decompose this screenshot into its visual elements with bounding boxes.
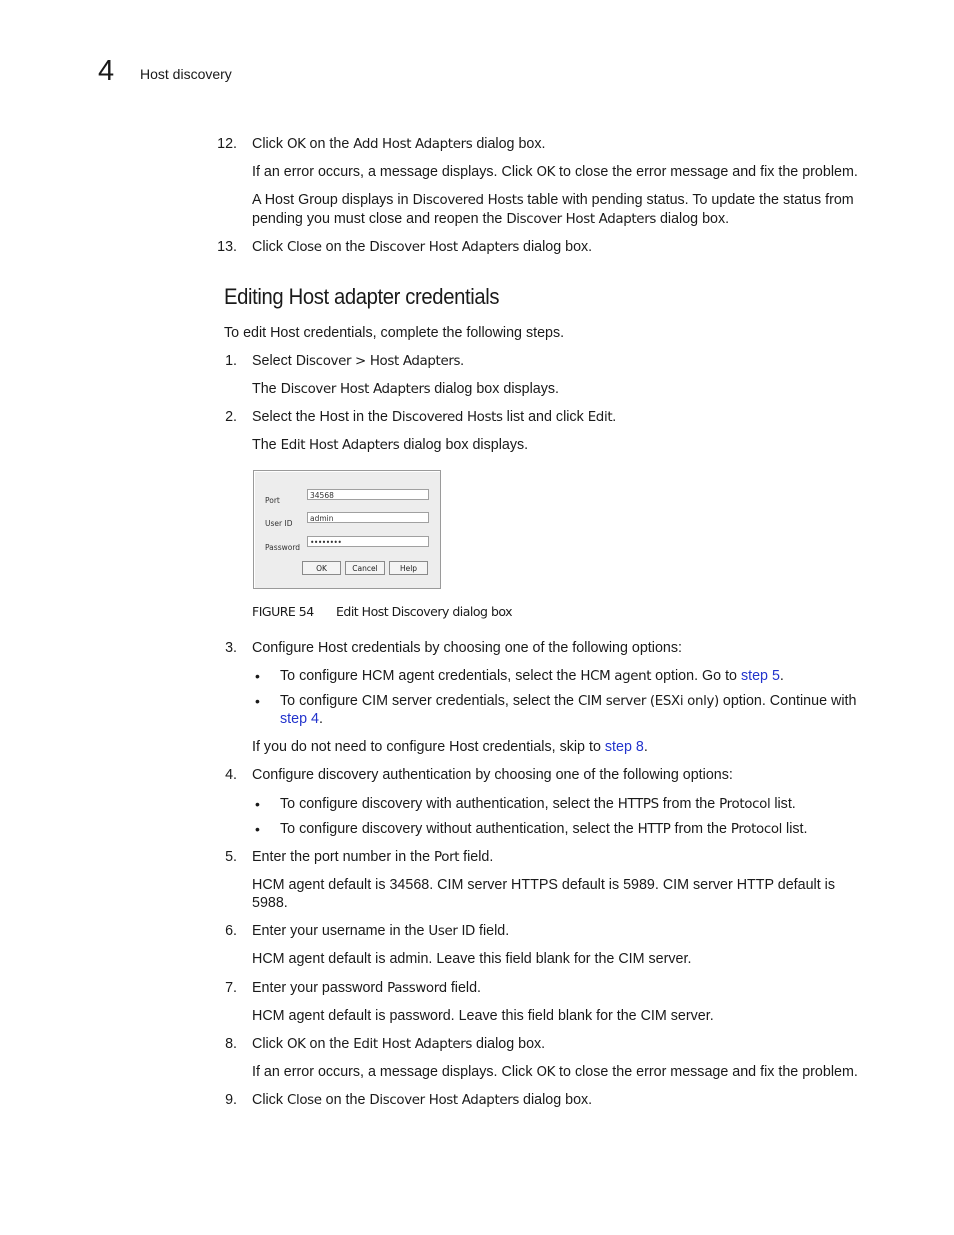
text-run: If an error occurs, a message displays. Click [252, 164, 537, 180]
line-text [252, 848, 493, 867]
line-text [280, 710, 323, 729]
text-run: to close the error message and fix the problem. [555, 1064, 858, 1080]
text-run: option. Go to [651, 668, 741, 684]
ui-term: User ID [428, 924, 476, 939]
ui-term: HCM agent [580, 669, 652, 684]
ui-term: Discover Host Adapters [506, 212, 656, 227]
text-run: To configure HCM agent credentials, select the [280, 668, 581, 684]
text-run: Enter the port number in the [252, 849, 434, 865]
text-run: Enter your password [252, 980, 388, 996]
ui-term: Discover Host Adapters [369, 240, 520, 255]
text-run: . [779, 668, 784, 684]
text-run: list and click [502, 409, 588, 425]
ui-term: Discover Host Adapters [280, 382, 431, 397]
line-text [280, 795, 796, 814]
ui-term: Password [387, 981, 447, 996]
bullet-icon: • [255, 821, 260, 837]
ui-term: Close [286, 240, 322, 255]
step-number: 13. [217, 239, 237, 255]
text-run: from the [670, 821, 731, 837]
help-button[interactable]: Help [389, 561, 428, 575]
text-run: Click [252, 239, 287, 255]
text-run: dialog box. [519, 239, 593, 255]
ui-term: OK [286, 1037, 306, 1052]
text-run: . [460, 353, 465, 369]
line-text [252, 738, 648, 757]
text-run: dialog box. [519, 1092, 593, 1108]
line-text [252, 163, 858, 182]
text-run: dialog box displays. [430, 381, 559, 397]
step-number: 2. [225, 409, 237, 425]
text-run: HCM agent default is password. Leave this field blank for the CIM server. [252, 1008, 714, 1024]
step-number: 12. [217, 136, 237, 152]
line-text [252, 210, 729, 229]
ui-term: Add Host Adapters [353, 137, 473, 152]
text-run: Configure discovery authentication by choosing one of the following options: [252, 767, 733, 783]
ok-button[interactable]: OK [302, 561, 341, 575]
ui-term: OK [536, 1065, 556, 1080]
step-number: 7. [225, 980, 237, 996]
section-heading: Editing Host adapter credentials [224, 284, 500, 309]
text-run: from the [658, 796, 720, 812]
text-run: Enter your username in the [252, 923, 429, 939]
text-run: Click [252, 1036, 287, 1052]
line-text [252, 1063, 858, 1082]
text-run: Select the Host in the [252, 409, 392, 425]
step-number: 5. [225, 849, 237, 865]
password-field[interactable]: •••••••• [307, 536, 429, 547]
figure-number: FIGURE 54 [252, 604, 314, 619]
text-run: . [318, 711, 323, 727]
text-run: To edit Host credentials, complete the following steps. [224, 325, 565, 341]
text-run: list. [782, 821, 808, 837]
text-run: If you do not need to configure Host credentials, skip to [252, 739, 605, 755]
text-run: Select [252, 353, 296, 369]
text-run: The [252, 437, 281, 453]
edit-host-dialog [253, 470, 441, 589]
text-run: 5988. [252, 895, 288, 911]
text-run: option. Continue with [718, 693, 857, 709]
text-run: The [252, 381, 281, 397]
line-text [252, 380, 559, 399]
text-run: on the [305, 136, 354, 152]
text-run: Configure Host credentials by choosing one of the following options: [252, 640, 682, 656]
line-text [252, 922, 509, 941]
text-run: table with pending status. To update the status from [523, 192, 854, 208]
text-run: on the [305, 1036, 354, 1052]
step-number: 6. [225, 923, 237, 939]
text-run: To configure discovery with authentication, select the [280, 796, 618, 812]
step-link[interactable]: step 5 [740, 668, 780, 684]
step-number: 3. [225, 640, 237, 656]
text-run: If an error occurs, a message displays. Click [252, 1064, 537, 1080]
text-run: . [643, 739, 648, 755]
text-run: To configure discovery without authentication, select the [280, 821, 638, 837]
line-text [280, 820, 807, 839]
text-run: A Host Group displays in [252, 192, 413, 208]
ui-term: OK [286, 137, 306, 152]
line-text [252, 238, 592, 257]
bullet-icon: • [255, 668, 260, 684]
line-text [224, 324, 564, 343]
line-text [252, 135, 545, 154]
line-text [252, 876, 835, 895]
chapter-title: Host discovery [140, 66, 232, 82]
port-label: Port [265, 496, 280, 505]
step-number: 8. [225, 1036, 237, 1052]
cancel-button[interactable]: Cancel [345, 561, 385, 575]
userid-label: User ID [265, 519, 293, 528]
ui-term: Protocol [719, 797, 771, 812]
line-text [252, 950, 691, 969]
figure-caption: Edit Host Discovery dialog box [336, 604, 513, 619]
userid-field[interactable]: admin [307, 512, 429, 523]
text-run: Click [252, 136, 287, 152]
text-run: HCM agent default is 34568. CIM server HTTPS default is 5989. CIM server HTTP default is [252, 877, 835, 893]
ui-term: OK [536, 165, 556, 180]
text-run: field. [446, 980, 482, 996]
text-run: field. [475, 923, 510, 939]
text-run: Click [252, 1092, 287, 1108]
bullet-icon: • [255, 693, 260, 709]
text-run: dialog box. [655, 211, 730, 227]
text-run: To configure CIM server credentials, select the [280, 693, 578, 709]
text-run: on the [321, 239, 370, 255]
line-text [252, 979, 481, 998]
line-text [252, 191, 854, 210]
port-field[interactable]: 34568 [307, 489, 429, 500]
chapter-number: 4 [98, 55, 115, 87]
ui-term: Discovered Hosts [412, 193, 524, 208]
text-run: dialog box. [472, 1036, 546, 1052]
line-text [252, 639, 682, 658]
ui-term: HTTP [637, 822, 671, 837]
line-text [252, 766, 733, 785]
step-number: 4. [225, 767, 237, 783]
text-run: to close the error message and fix the problem. [555, 164, 858, 180]
ui-term: Discovered Hosts [391, 410, 503, 425]
text-run: field. [459, 849, 494, 865]
ui-term: Discover > Host Adapters [295, 354, 461, 369]
step-number: 1. [225, 353, 237, 369]
ui-term: Port [434, 850, 460, 865]
ui-term: Discover Host Adapters [369, 1093, 520, 1108]
line-text [252, 1035, 545, 1054]
text-run: dialog box. [472, 136, 546, 152]
text-run: dialog box displays. [399, 437, 529, 453]
text-run: pending you must close and reopen the [252, 211, 507, 227]
ui-term: Edit [587, 410, 613, 425]
line-text [252, 1007, 714, 1026]
line-text [280, 667, 784, 686]
step-number: 9. [225, 1092, 237, 1108]
text-run: on the [321, 1092, 370, 1108]
ui-term: Edit Host Adapters [353, 1037, 473, 1052]
ui-term: Close [286, 1093, 322, 1108]
text-run: . [612, 409, 617, 425]
step-link[interactable]: step 4 [280, 711, 319, 727]
line-text [252, 408, 616, 427]
line-text [252, 894, 288, 913]
step-link[interactable]: step 8 [604, 739, 644, 755]
password-label: Password [265, 543, 301, 552]
line-text [252, 436, 528, 455]
line-text [252, 352, 464, 371]
ui-term: HTTPS [617, 797, 659, 812]
text-run: HCM agent default is admin. Leave this field blank for the CIM server. [252, 951, 692, 967]
text-run: list. [770, 796, 796, 812]
bullet-icon: • [255, 796, 260, 812]
line-text [252, 1091, 592, 1110]
ui-term: Edit Host Adapters [280, 438, 400, 453]
line-text [280, 692, 856, 711]
ui-term: CIM server (ESXi only) [577, 694, 719, 709]
ui-term: Protocol [730, 822, 783, 837]
